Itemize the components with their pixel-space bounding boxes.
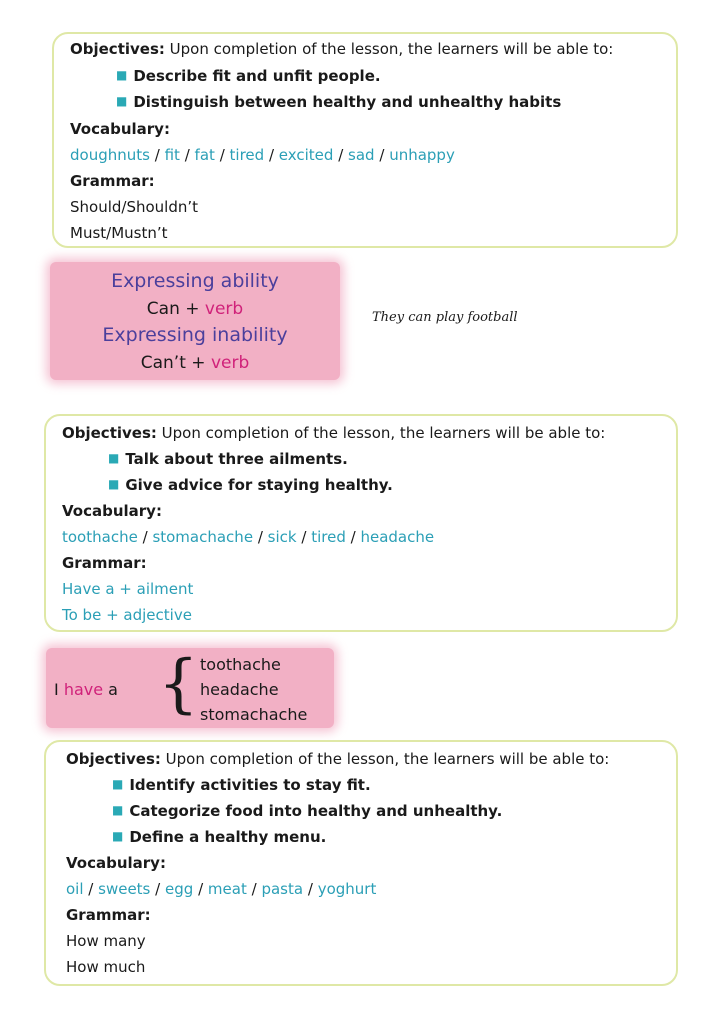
ability-title: Expressing ability <box>111 270 279 292</box>
ability-box <box>50 262 340 380</box>
objectives-label: Objectives: <box>70 40 165 58</box>
bullet-text: Categorize food into healthy and unhealthy. <box>129 802 503 820</box>
grammar-label: Grammar: <box>70 172 155 190</box>
cant-text: Can’t + <box>140 353 206 373</box>
bullet-item <box>112 802 502 820</box>
bullet-text: Give advice for staying healthy. <box>125 476 393 494</box>
bullet-icon: ■ <box>108 451 120 465</box>
grammar-item: Must/Mustn’t <box>70 224 168 242</box>
vocab-word: toothache <box>62 528 138 546</box>
bullet-text: Identify activities to stay fit. <box>129 776 371 794</box>
vocab-word: headache <box>360 528 435 546</box>
bullet-item <box>116 93 561 111</box>
vocabulary-label: Vocabulary: <box>66 854 166 872</box>
bullet-item <box>108 450 348 468</box>
ailment-item: headache <box>200 680 279 699</box>
bullet-icon: ■ <box>116 94 128 108</box>
objectives-label: Objectives: <box>62 424 157 442</box>
objectives-box-1 <box>52 32 678 248</box>
brace-icon: { <box>158 647 199 721</box>
vocabulary-list: toothache / stomachache / sick / tired / headache <box>62 528 435 546</box>
a-text: a <box>108 680 118 699</box>
vocab-word: pasta <box>261 880 304 898</box>
vocab-word: sad <box>348 146 375 164</box>
bullet-item <box>112 776 371 794</box>
objectives-text: Upon completion of the lesson, the learners will be able to: <box>165 750 610 768</box>
bullet-icon: ■ <box>112 777 124 791</box>
bullet-icon: ■ <box>108 477 120 491</box>
bullet-item <box>112 828 326 846</box>
verb-text: verb <box>210 353 250 373</box>
bullet-item <box>116 67 381 85</box>
vocab-word: excited <box>278 146 334 164</box>
objectives-line <box>62 424 605 442</box>
can-text: Can + <box>146 299 200 319</box>
vocab-word: meat <box>207 880 247 898</box>
grammar-label: Grammar: <box>62 554 147 572</box>
vocab-word: unhappy <box>389 146 455 164</box>
vocab-word: stomachache <box>152 528 254 546</box>
example-sentence: They can play football <box>372 310 518 325</box>
vocabulary-label: Vocabulary: <box>62 502 162 520</box>
grammar-item: How much <box>66 958 146 976</box>
objectives-box-3 <box>44 740 678 986</box>
bullet-text: Describe fit and unfit people. <box>133 67 381 85</box>
bullet-text: Talk about three ailments. <box>125 450 348 468</box>
bullet-icon: ■ <box>112 829 124 843</box>
ailment-item: toothache <box>200 655 281 674</box>
bullet-text: Distinguish between healthy and unhealthy habits <box>133 93 562 111</box>
vocab-word: tired <box>229 146 265 164</box>
bullet-text: Define a healthy menu. <box>129 828 327 846</box>
vocab-word: fat <box>194 146 215 164</box>
objectives-line <box>66 750 609 768</box>
bullet-icon: ■ <box>116 68 128 82</box>
objectives-box-2 <box>44 414 678 632</box>
ailment-box <box>46 648 334 728</box>
objectives-line <box>70 40 613 58</box>
vocab-word: tired <box>311 528 346 546</box>
grammar-item: To be + adjective <box>62 606 192 624</box>
bullet-icon: ■ <box>112 803 124 817</box>
vocabulary-list: oil / sweets / egg / meat / pasta / yoghurt <box>66 880 377 898</box>
ailment-item: stomachache <box>200 705 308 724</box>
objectives-label: Objectives: <box>66 750 161 768</box>
objectives-text: Upon completion of the lesson, the learners will be able to: <box>161 424 606 442</box>
grammar-label: Grammar: <box>66 906 151 924</box>
vocab-word: sweets <box>98 880 151 898</box>
vocab-word: doughnuts <box>70 146 150 164</box>
vocab-word: oil <box>66 880 84 898</box>
objectives-text: Upon completion of the lesson, the learners will be able to: <box>169 40 614 58</box>
vocab-word: sick <box>267 528 297 546</box>
vocabulary-list: doughnuts / fit / fat / tired / excited / sad / unhappy <box>70 146 455 164</box>
grammar-item: Have a + ailment <box>62 580 194 598</box>
vocab-word: egg <box>165 880 194 898</box>
i-text: I <box>54 680 59 699</box>
i-have-a-phrase <box>54 680 118 699</box>
vocab-word: yoghurt <box>317 880 377 898</box>
inability-title: Expressing inability <box>102 324 288 346</box>
vocabulary-label: Vocabulary: <box>70 120 170 138</box>
grammar-item: How many <box>66 932 146 950</box>
inability-formula <box>50 353 340 373</box>
have-text: have <box>63 680 104 699</box>
vocab-word: fit <box>164 146 180 164</box>
verb-text: verb <box>204 299 244 319</box>
bullet-item <box>108 476 393 494</box>
grammar-item: Should/Shouldn’t <box>70 198 199 216</box>
ability-formula <box>50 299 340 319</box>
